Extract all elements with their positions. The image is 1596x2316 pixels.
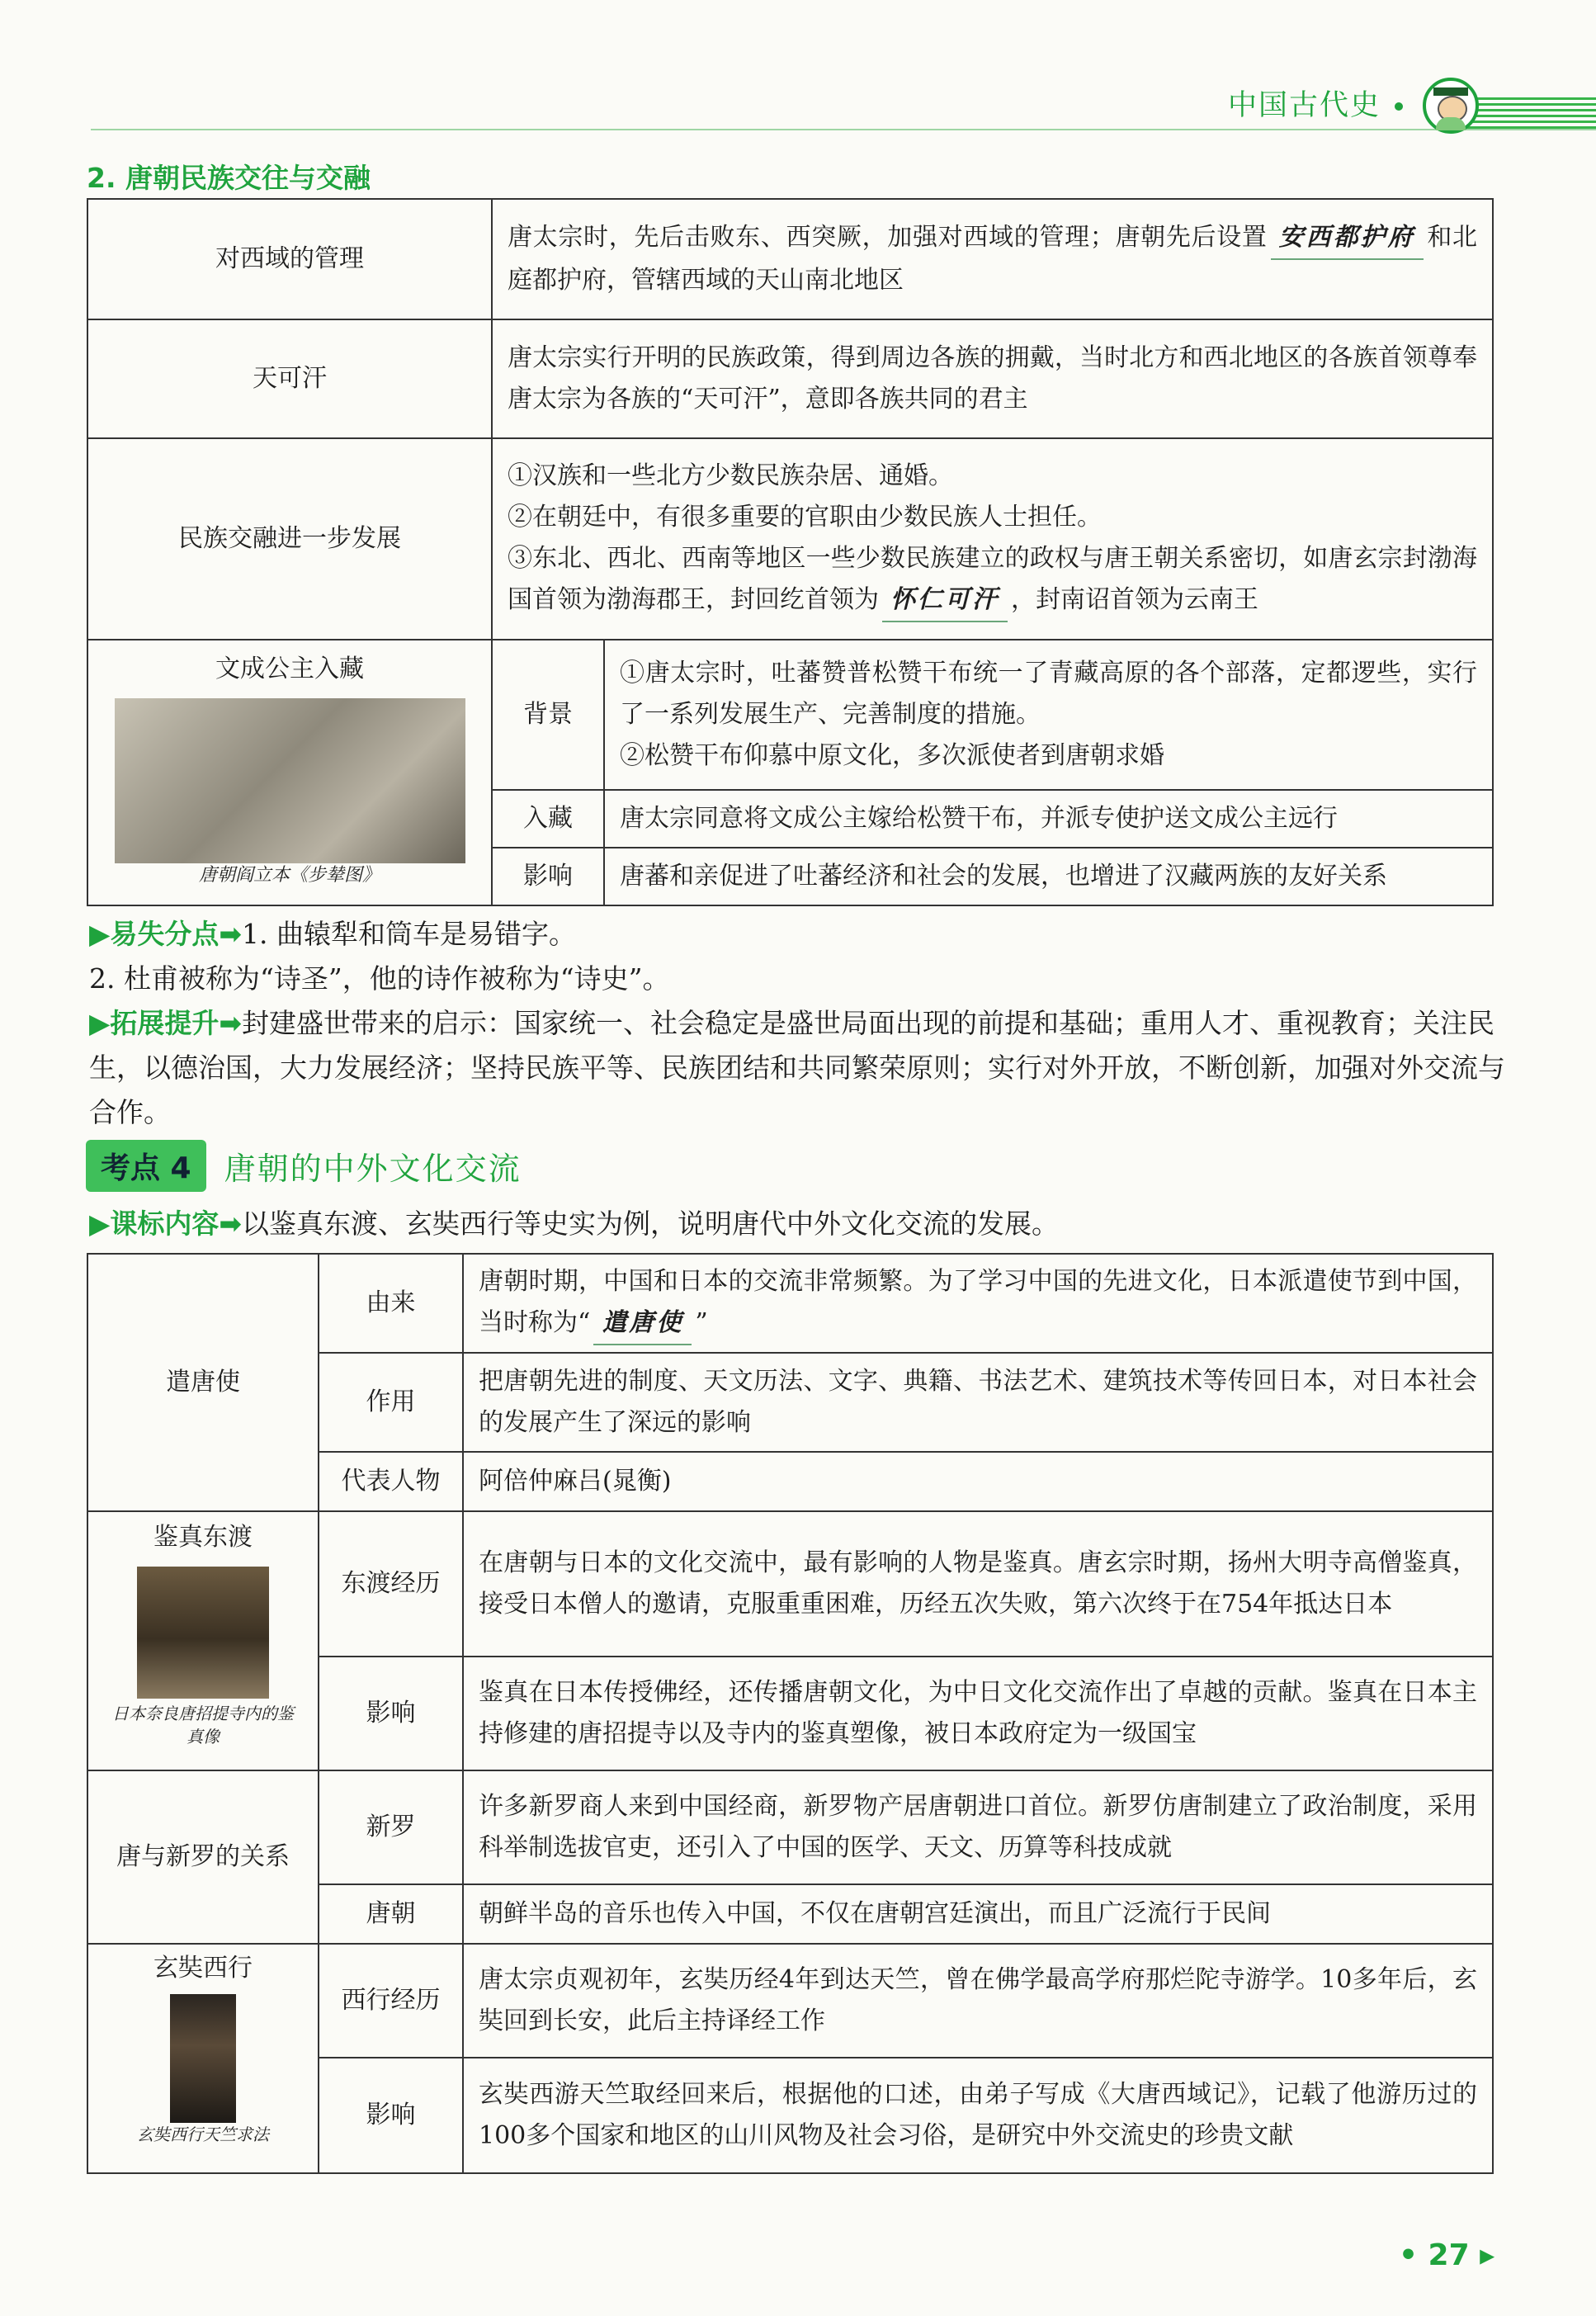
sub-label: 新罗: [319, 1770, 463, 1884]
row-text: 把唐朝先进的制度、天文历法、文字、典籍、书法艺术、建筑技术等传回日本，对日本社会的发展产生了深远的影响: [463, 1353, 1493, 1452]
sub-label: 背景: [492, 640, 604, 790]
table-row: [87, 438, 1493, 640]
image-caption: 唐朝阎立本《步辇图》: [198, 865, 380, 886]
xuanzang-cell: [87, 1944, 319, 2173]
section-title: 2. 唐朝民族交往与交融: [87, 162, 371, 194]
header-title: 中国古代史: [1228, 89, 1381, 122]
row-label: 对西域的管理: [87, 199, 492, 319]
extension-note: ▶拓展提升➡封建盛世带来的启示：国家统一、社会稳定是盛世局面出现的前提和基础；重用人才、重视教育；关注民生，以德治国，大力发展经济；坚持民族平等、民族团结和共同繁荣原则；实行对外开放，不断创新，加强对外交流与合作。: [89, 1007, 1505, 1128]
row-text: 许多新罗商人来到中国经商，新罗物产居唐朝进口首位。新罗仿唐制建立了政治制度，采用科举制选拔官吏，还引入了中国的医学、天文、历算等科技成就: [463, 1770, 1493, 1884]
ethnic-table: [87, 198, 1494, 906]
row-text: 唐太宗时，先后击败东、西突厥，加强对西域的管理；唐朝先后设置 安西都护府 和北庭都护府，管辖西域的天山南北地区: [492, 199, 1493, 319]
wencheng-cell: [87, 640, 492, 905]
row-text: 唐朝时期，中国和日本的交流非常频繁。为了学习中国的先进文化，日本派遣使节到中国，当时称为“ 遣唐使 ”: [463, 1254, 1493, 1353]
row-text: 玄奘西游天竺取经回来后，根据他的口述，由弟子写成《大唐西域记》，记载了他游历过的100多个国家和地区的山川风物及社会习俗，是研究中外交流史的珍贵文献: [463, 2058, 1493, 2173]
row-text: 唐蕃和亲促进了吐蕃经济和社会的发展，也增进了汉藏两族的友好关系: [604, 848, 1493, 905]
curriculum-note: ▶课标内容➡以鉴真东渡、玄奘西行等史实为例，说明唐代中外文化交流的发展。: [89, 1208, 1060, 1240]
table-row: [87, 319, 1493, 438]
row-text: ①唐太宗时，吐蕃赞普松赞干布统一了青藏高原的各个部落，定都逻些，实行了一系列发展生产、完善制度的措施。 ②松赞干布仰慕中原文化，多次派使者到唐朝求婚: [604, 640, 1493, 790]
table-row: [87, 199, 1493, 319]
header-rule: [91, 129, 1596, 130]
jianzhen-cell: [87, 1511, 319, 1770]
table-row: [87, 1511, 1493, 1657]
topic-title: 唐朝的中外文化交流: [224, 1151, 522, 1187]
row-text: 鉴真在日本传授佛经，还传播唐朝文化，为中日文化交流作出了卓越的贡献。鉴真在日本主持修建的唐招提寺以及寺内的鉴真塑像，被日本政府定为一级国宝: [463, 1657, 1493, 1770]
header-stripes: [1465, 97, 1596, 129]
row-label: 唐与新罗的关系: [87, 1770, 319, 1944]
row-text: 唐太宗实行开明的民族政策，得到周边各族的拥戴，当时北方和西北地区的各族首领尊奉唐太宗为各族的“天可汗”，意即各族共同的君主: [492, 319, 1493, 438]
sub-label: 代表人物: [319, 1452, 463, 1511]
image-caption: 日本奈良唐招提寺内的鉴真像: [112, 1704, 294, 1746]
sub-label: 作用: [319, 1353, 463, 1452]
row-label: 玄奘西行: [153, 1954, 253, 1983]
sub-label: 由来: [319, 1254, 463, 1353]
sub-label: 影响: [319, 2058, 463, 2173]
topic-heading: [86, 1140, 522, 1192]
sub-label: 影响: [319, 1657, 463, 1770]
sub-label: 东渡经历: [319, 1511, 463, 1657]
xuanzang-image: [170, 1994, 236, 2123]
row-text: 唐太宗贞观初年，玄奘历经4年到达天竺，曾在佛学最高学府那烂陀寺游学。10多年后，玄奘回到长安，此后主持译经工作: [463, 1944, 1493, 2058]
painting-image: [115, 698, 465, 863]
row-text: 阿倍仲麻吕(晁衡): [463, 1452, 1493, 1511]
sub-label: 西行经历: [319, 1944, 463, 2058]
row-label: 文成公主入藏: [215, 655, 364, 683]
answer-handwritten: 遣唐使: [593, 1302, 692, 1345]
header-dot: [1395, 102, 1403, 111]
row-label: 鉴真东渡: [153, 1523, 253, 1552]
row-label: 遣唐使: [87, 1254, 319, 1511]
table-row: [87, 1944, 1493, 2058]
row-text: 唐太宗同意将文成公主嫁给松赞干布，并派专使护送文成公主远行: [604, 790, 1493, 848]
table-row: [87, 1770, 1493, 1884]
student-avatar-icon: [1423, 78, 1479, 134]
sub-label: 唐朝: [319, 1884, 463, 1944]
table-row: [87, 640, 1493, 790]
row-text: 在唐朝与日本的文化交流中，最有影响的人物是鉴真。唐玄宗时期，扬州大明寺高僧鉴真，接受日本僧人的邀请，克服重重困难，历经五次失败，第六次终于在754年抵达日本: [463, 1511, 1493, 1657]
mistake-note: ▶易失分点➡1. 曲辕犁和筒车是易错字。 2. 杜甫被称为“诗圣”，他的诗作被称为“诗史”。: [89, 918, 670, 995]
row-label: 天可汗: [87, 319, 492, 438]
image-caption: 玄奘西行天竺求法: [137, 2125, 269, 2144]
statue-image: [137, 1567, 269, 1699]
sub-label: 影响: [492, 848, 604, 905]
row-text: ①汉族和一些北方少数民族杂居、通婚。 ②在朝廷中，有很多重要的官职由少数民族人士担任。 ③东北、西北、西南等地区一些少数民族建立的政权与唐王朝关系密切，如唐玄宗封渤海国首领为渤海郡王，封回纥首领为 怀仁可汗 ，封南诏首领为云南王: [492, 438, 1493, 640]
answer-handwritten: 怀仁可汗: [882, 579, 1008, 622]
row-label: 民族交融进一步发展: [87, 438, 492, 640]
page-number: • 27 ▸: [1399, 2238, 1495, 2272]
table-row: [87, 1254, 1493, 1353]
exchange-table: [87, 1253, 1494, 2174]
answer-handwritten: 安西都护府: [1271, 217, 1424, 260]
topic-number: 考点 4: [86, 1140, 206, 1192]
row-text: 朝鲜半岛的音乐也传入中国，不仅在唐朝宫廷演出，而且广泛流行于民间: [463, 1884, 1493, 1944]
sub-label: 入藏: [492, 790, 604, 848]
